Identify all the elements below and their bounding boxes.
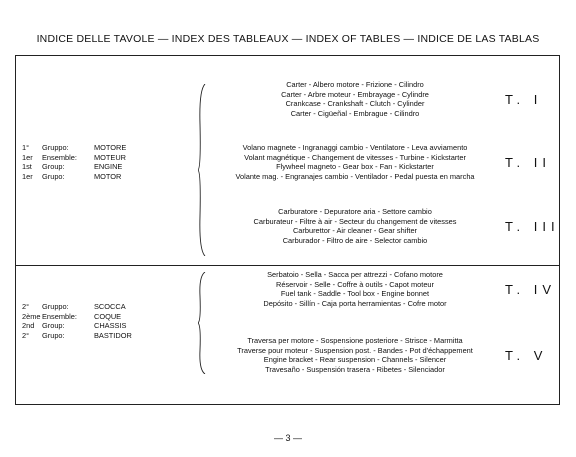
table-line: Volante mag. - Engranajes cambio - Ventilador - Pedal puesta en marcha	[235, 171, 475, 181]
page-number: — 3 —	[273, 433, 302, 443]
table-2-label: T. II	[505, 155, 551, 170]
table-line: Volano magnete - Ingranaggi cambio - Ventilatore - Leva avviamento	[242, 143, 468, 152]
table-line: Traversa per motore - Sospensione posteriore - Strisce - Marmitta	[247, 336, 463, 345]
table-line: Crankcase - Crankshaft - Clutch - Cylinder	[285, 99, 425, 109]
bracket-chassis	[198, 272, 206, 374]
table-line: Depósito - Sillín - Caja porta herramientas - Cofre motor	[263, 298, 447, 308]
table-line: Carter - Cigüeñal - Embrague - Cilindro	[290, 108, 420, 118]
bracket-engine	[198, 84, 206, 256]
group-line: 2nd Group: CHASSIS	[22, 321, 127, 331]
group-chassis	[22, 302, 132, 340]
table-line: Carter - Albero motore - Frizione - Cilindro	[286, 80, 424, 89]
table-line: Carter - Arbre moteur - Embrayage - Cylindre	[281, 89, 429, 99]
table-line: Réservoir - Selle - Coffre à outils - Capot moteur	[276, 279, 434, 289]
table-4-label: T. IV	[505, 282, 557, 297]
table-1-contents	[210, 80, 500, 118]
group-engine	[22, 143, 126, 181]
table-5-label: T. V	[505, 348, 548, 363]
table-line: Carburatore - Depuratore aria - Settore cambio	[278, 207, 432, 216]
group-line: 1° Gruppo: MOTORE	[22, 143, 127, 152]
table-line: Carburettor - Air cleaner - Gear shifter	[292, 226, 418, 236]
table-1-label: T. I	[505, 92, 543, 107]
table-3-contents	[210, 207, 500, 245]
table-line: Fuel tank - Saddle - Tool box - Engine bonnet	[280, 289, 430, 299]
table-line: Serbatoio - Sella - Sacca per attrezzi - Cofano motore	[267, 270, 443, 279]
index-title: INDICE DELLE TAVOLE — INDEX DES TABLEAUX — INDEX OF TABLES — INDICE DE LAS TABLAS	[36, 33, 540, 45]
table-2-contents	[210, 143, 500, 181]
table-line: Flywheel magneto - Gear box - Fan - Kickstarter	[276, 162, 434, 172]
table-line: Traverse pour moteur - Suspension post. - Bandes - Pot d'échappement	[237, 345, 473, 355]
table-line: Volant magnétique - Changement de vitesses - Turbine - Kickstarter	[244, 152, 466, 162]
group-line: 2° Grupo: BASTIDOR	[22, 330, 132, 340]
group-divider	[16, 265, 559, 266]
table-3-label: T. III	[505, 219, 560, 234]
group-line: 1st Group: ENGINE	[22, 162, 123, 172]
table-line: Travesaño - Suspensión trasera - Ribetes - Silenciador	[265, 364, 445, 374]
table-line: Engine bracket - Rear suspension - Channels - Silencer	[263, 355, 447, 365]
group-line: 2° Gruppo: SCOCCA	[22, 302, 126, 311]
table-line: Carburateur - Filtre à air - Secteur du changement de vitesses	[253, 216, 457, 226]
table-5-contents	[210, 336, 500, 374]
group-line: 2ème Ensemble: COQUE	[22, 311, 122, 321]
group-line: 1er Ensemble: MOTEUR	[22, 152, 127, 162]
group-line: 1er Grupo: MOTOR	[22, 171, 122, 181]
table-4-contents	[210, 270, 500, 308]
table-line: Carburador - Filtro de aire - Selector cambio	[282, 235, 428, 245]
